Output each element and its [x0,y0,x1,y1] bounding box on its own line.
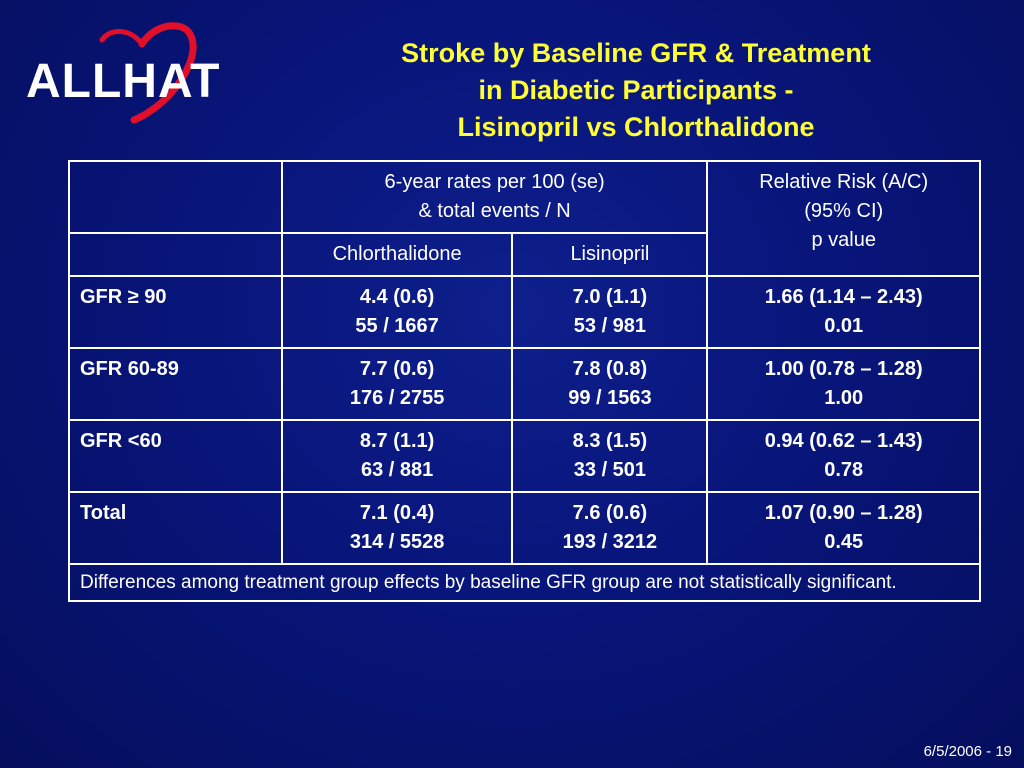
rr-value: 1.07 (0.90 – 1.28) [764,502,923,524]
rate-value: 7.0 (1.1) [572,286,648,308]
stroke-table [68,160,981,602]
header-rr-line-3: p value [811,229,876,251]
relative-risk-cell [707,492,980,564]
rate-value: 8.7 (1.1) [359,430,435,452]
chlorthalidone-cell [282,276,513,348]
header-lisinopril: Lisinopril [512,233,707,276]
header-chlorthalidone: Chlorthalidone [282,233,513,276]
chlorthalidone-cell [282,492,513,564]
header-row-1 [69,161,980,233]
slide-title [300,35,972,146]
lisinopril-cell [512,276,707,348]
events-value: 63 / 881 [360,459,434,481]
title-line-1: Stroke by Baseline GFR & Treatment [401,38,871,68]
p-value: 0.78 [824,459,864,481]
title-line-2: in Diabetic Participants - [478,75,794,105]
logo-text: ALLHAT [26,55,221,108]
lisinopril-cell [512,492,707,564]
table-note: Differences among treatment group effects by baseline GFR group are not statistically significant. [69,564,980,601]
rr-value: 1.66 (1.14 – 2.43) [764,286,923,308]
title-line-3: Lisinopril vs Chlorthalidone [457,112,815,142]
slide-footer: 6/5/2006 - 19 [923,743,1012,760]
p-value: 1.00 [824,387,864,409]
rate-value: 8.3 (1.5) [572,430,648,452]
allhat-logo [22,22,254,124]
relative-risk-cell [707,276,980,348]
note-row [69,564,980,601]
chlorthalidone-cell [282,348,513,420]
header-rates-line-2: & total events / N [418,200,571,222]
rate-value: 7.6 (0.6) [572,502,648,524]
events-value: 55 / 1667 [355,315,439,337]
row-label: Total [69,492,282,564]
table-row [69,492,980,564]
header-rr-line-1: Relative Risk (A/C) [759,171,929,193]
header-relative-risk [707,161,980,276]
relative-risk-cell [707,420,980,492]
rate-value: 4.4 (0.6) [359,286,435,308]
events-value: 193 / 3212 [562,531,658,553]
p-value: 0.45 [824,531,864,553]
row-label: GFR <60 [69,420,282,492]
relative-risk-cell [707,348,980,420]
events-value: 33 / 501 [573,459,647,481]
p-value: 0.01 [824,315,864,337]
chlorthalidone-cell [282,420,513,492]
header-rates-line-1: 6-year rates per 100 (se) [384,171,605,193]
rate-value: 7.7 (0.6) [359,358,435,380]
events-value: 314 / 5528 [349,531,445,553]
rr-value: 1.00 (0.78 – 1.28) [764,358,923,380]
lisinopril-cell [512,420,707,492]
table-row [69,276,980,348]
rr-value: 0.94 (0.62 – 1.43) [764,430,923,452]
header-rr-line-2: (95% CI) [804,200,884,222]
table-row [69,420,980,492]
header-empty-cell-2 [69,233,282,276]
lisinopril-cell [512,348,707,420]
row-label: GFR ≥ 90 [69,276,282,348]
rate-value: 7.8 (0.8) [572,358,648,380]
events-value: 176 / 2755 [349,387,445,409]
table-row [69,348,980,420]
header-rates [282,161,708,233]
events-value: 53 / 981 [573,315,647,337]
events-value: 99 / 1563 [568,387,652,409]
header-empty-cell [69,161,282,233]
rate-value: 7.1 (0.4) [359,502,435,524]
row-label: GFR 60-89 [69,348,282,420]
